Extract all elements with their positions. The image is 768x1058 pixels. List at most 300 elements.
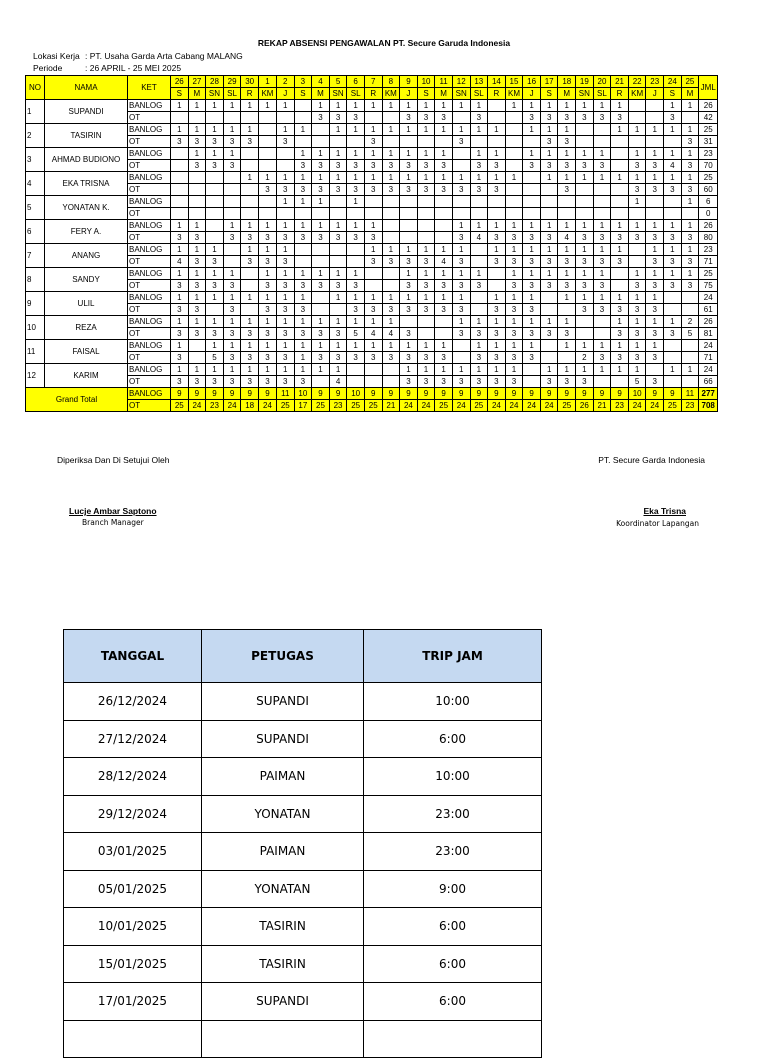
ot-cell: [329, 256, 347, 268]
header-day: KM: [628, 88, 646, 100]
ot-cell: 3: [505, 376, 523, 388]
ot-cell: 3: [611, 232, 629, 244]
header-date: 14: [488, 76, 506, 88]
header-date: 10: [417, 76, 435, 88]
banlog-cell: 1: [241, 124, 259, 136]
ot-cell: [329, 136, 347, 148]
ot-cell: [382, 112, 400, 124]
ot-cell: [382, 208, 400, 220]
ot-total: 0: [699, 208, 718, 220]
ot-cell: 3: [417, 352, 435, 364]
ot-cell: 3: [593, 112, 611, 124]
ot-cell: [417, 136, 435, 148]
table-row: [26, 208, 718, 220]
ot-cell: 4: [382, 328, 400, 340]
banlog-cell: 1: [505, 292, 523, 304]
banlog-cell: 1: [417, 124, 435, 136]
banlog-cell: 1: [576, 340, 594, 352]
banlog-cell: 1: [294, 292, 312, 304]
header-day: SL: [347, 88, 365, 100]
row-no: 1: [26, 100, 45, 124]
ot-cell: 3: [400, 280, 418, 292]
ot-cell: 3: [258, 352, 276, 364]
banlog-cell: 1: [188, 148, 206, 160]
ot-cell: [664, 304, 682, 316]
grand-ket-banlog: BANLOG: [128, 388, 171, 400]
ot-cell: [188, 352, 206, 364]
banlog-cell: 1: [435, 268, 453, 280]
ot-cell: 3: [364, 136, 382, 148]
coordinator-role: Koordinator Lapangan: [616, 519, 699, 528]
banlog-cell: 1: [364, 316, 382, 328]
banlog-cell: [294, 244, 312, 256]
ot-cell: [171, 112, 189, 124]
banlog-cell: 1: [417, 148, 435, 160]
grand-ot-cell: 25: [470, 400, 488, 412]
banlog-cell: 1: [382, 124, 400, 136]
banlog-cell: 1: [664, 172, 682, 184]
ot-total: 71: [699, 256, 718, 268]
banlog-cell: 1: [628, 172, 646, 184]
ot-cell: 3: [382, 160, 400, 172]
banlog-cell: [312, 292, 330, 304]
banlog-cell: 1: [171, 292, 189, 304]
banlog-cell: 1: [329, 292, 347, 304]
banlog-cell: 1: [681, 196, 699, 208]
period-label: Periode: [33, 63, 63, 73]
trip-header-cell: PETUGAS: [202, 630, 364, 683]
ot-cell: [593, 136, 611, 148]
ot-cell: 3: [347, 280, 365, 292]
table-row: [26, 160, 718, 172]
banlog-cell: 1: [628, 364, 646, 376]
banlog-cell: 1: [276, 316, 294, 328]
ot-cell: 3: [646, 184, 664, 196]
banlog-cell: 1: [276, 172, 294, 184]
banlog-cell: 1: [681, 268, 699, 280]
banlog-cell: 1: [241, 220, 259, 232]
banlog-cell: 1: [276, 220, 294, 232]
ot-cell: 3: [611, 328, 629, 340]
table-row: [26, 232, 718, 244]
banlog-cell: 1: [611, 244, 629, 256]
ot-cell: [241, 112, 259, 124]
grand-ot-cell: 24: [646, 400, 664, 412]
ot-cell: [576, 136, 594, 148]
header-date: 22: [628, 76, 646, 88]
header-date: 7: [364, 76, 382, 88]
ot-cell: 3: [258, 232, 276, 244]
banlog-cell: [628, 244, 646, 256]
ot-cell: 3: [593, 160, 611, 172]
banlog-cell: 1: [312, 316, 330, 328]
banlog-cell: 1: [294, 172, 312, 184]
row-name: SUPANDI: [45, 100, 128, 124]
banlog-cell: [171, 148, 189, 160]
grand-banlog-cell: 9: [664, 388, 682, 400]
ot-cell: 3: [241, 232, 259, 244]
ot-cell: 3: [540, 376, 558, 388]
ot-cell: [206, 112, 224, 124]
trip-time: 6:00: [364, 945, 542, 983]
header-day: S: [171, 88, 189, 100]
banlog-cell: 1: [576, 148, 594, 160]
banlog-cell: 1: [364, 220, 382, 232]
row-ket-banlog: BANLOG: [128, 124, 171, 136]
banlog-cell: 1: [417, 268, 435, 280]
ot-cell: 3: [611, 256, 629, 268]
ot-cell: [452, 208, 470, 220]
banlog-cell: 1: [312, 268, 330, 280]
banlog-cell: 1: [417, 340, 435, 352]
ot-cell: [400, 232, 418, 244]
ot-cell: 3: [276, 136, 294, 148]
grand-ot-cell: 25: [276, 400, 294, 412]
ot-cell: 3: [558, 184, 576, 196]
ot-cell: 5: [347, 328, 365, 340]
banlog-cell: 1: [347, 268, 365, 280]
banlog-cell: 1: [294, 148, 312, 160]
grand-ot-cell: 21: [593, 400, 611, 412]
banlog-cell: 1: [188, 124, 206, 136]
ot-cell: 3: [664, 256, 682, 268]
banlog-total: 26: [699, 100, 718, 112]
grand-ot-cell: 24: [628, 400, 646, 412]
ot-cell: 3: [400, 328, 418, 340]
header-day: KM: [505, 88, 523, 100]
banlog-cell: 1: [417, 364, 435, 376]
banlog-cell: 2: [681, 316, 699, 328]
banlog-cell: 1: [681, 148, 699, 160]
ot-cell: 3: [540, 232, 558, 244]
trip-row: [64, 795, 542, 833]
banlog-cell: 1: [470, 100, 488, 112]
row-ket-banlog: BANLOG: [128, 244, 171, 256]
grand-ot-cell: 25: [347, 400, 365, 412]
header-date: 11: [435, 76, 453, 88]
ot-cell: 3: [223, 352, 241, 364]
ot-cell: 3: [576, 112, 594, 124]
ot-cell: [312, 256, 330, 268]
ot-cell: 4: [329, 376, 347, 388]
banlog-cell: 1: [523, 268, 541, 280]
banlog-cell: 1: [223, 268, 241, 280]
banlog-cell: 1: [312, 148, 330, 160]
trip-header-cell: TANGGAL: [64, 630, 202, 683]
ot-total: 31: [699, 136, 718, 148]
banlog-cell: 1: [312, 100, 330, 112]
banlog-cell: [470, 244, 488, 256]
ot-cell: 3: [523, 304, 541, 316]
banlog-cell: 1: [523, 316, 541, 328]
grand-banlog-cell: 9: [593, 388, 611, 400]
row-no: 10: [26, 316, 45, 340]
banlog-cell: 1: [276, 124, 294, 136]
row-ket-ot: OT: [128, 280, 171, 292]
banlog-cell: 1: [347, 124, 365, 136]
ot-cell: 3: [452, 232, 470, 244]
ot-cell: 3: [540, 256, 558, 268]
ot-cell: [417, 208, 435, 220]
header-date: 19: [576, 76, 594, 88]
banlog-cell: 1: [540, 364, 558, 376]
ot-cell: 3: [558, 112, 576, 124]
banlog-cell: 1: [540, 172, 558, 184]
ot-cell: 3: [347, 232, 365, 244]
ot-cell: 3: [400, 256, 418, 268]
ot-cell: [241, 208, 259, 220]
banlog-cell: 1: [681, 124, 699, 136]
banlog-cell: 1: [329, 100, 347, 112]
ot-cell: 3: [646, 328, 664, 340]
ot-cell: [382, 136, 400, 148]
ot-cell: 3: [576, 304, 594, 316]
table-row: [26, 292, 718, 304]
banlog-cell: [611, 148, 629, 160]
ot-cell: 3: [188, 304, 206, 316]
trip-date: 03/01/2025: [64, 833, 202, 871]
ot-cell: 3: [400, 160, 418, 172]
header-day: M: [435, 88, 453, 100]
grand-banlog-cell: 9: [400, 388, 418, 400]
banlog-cell: [681, 292, 699, 304]
banlog-cell: 1: [276, 364, 294, 376]
ot-cell: [558, 352, 576, 364]
banlog-cell: [417, 316, 435, 328]
header-date: 23: [646, 76, 664, 88]
banlog-cell: [312, 244, 330, 256]
banlog-cell: 1: [628, 316, 646, 328]
banlog-cell: 1: [382, 100, 400, 112]
banlog-cell: 1: [611, 292, 629, 304]
banlog-cell: 1: [258, 292, 276, 304]
banlog-cell: 1: [223, 220, 241, 232]
banlog-cell: 1: [329, 364, 347, 376]
ot-cell: [294, 136, 312, 148]
row-name: ULIL: [45, 292, 128, 316]
banlog-cell: [488, 268, 506, 280]
ot-cell: 3: [646, 232, 664, 244]
ot-cell: 3: [540, 136, 558, 148]
ot-cell: 3: [628, 280, 646, 292]
ot-cell: 3: [312, 232, 330, 244]
banlog-cell: [664, 292, 682, 304]
ot-cell: 3: [276, 328, 294, 340]
ot-cell: [576, 208, 594, 220]
banlog-cell: 1: [241, 340, 259, 352]
banlog-cell: [488, 196, 506, 208]
ot-cell: 3: [452, 328, 470, 340]
trip-officer: PAIMAN: [202, 833, 364, 871]
banlog-cell: 1: [206, 268, 224, 280]
ot-cell: 3: [223, 232, 241, 244]
ot-cell: 3: [452, 280, 470, 292]
ot-cell: 3: [241, 328, 259, 340]
grand-banlog-cell: 9: [576, 388, 594, 400]
table-row: [26, 280, 718, 292]
banlog-cell: 1: [558, 244, 576, 256]
banlog-cell: 1: [241, 100, 259, 112]
header-day: SN: [206, 88, 224, 100]
ot-cell: 3: [523, 232, 541, 244]
ot-cell: 3: [646, 352, 664, 364]
banlog-cell: 1: [558, 100, 576, 112]
ot-cell: 3: [558, 328, 576, 340]
banlog-cell: [505, 148, 523, 160]
banlog-cell: 1: [664, 100, 682, 112]
row-ket-ot: OT: [128, 256, 171, 268]
banlog-cell: 1: [593, 268, 611, 280]
banlog-cell: 1: [628, 196, 646, 208]
ot-cell: 3: [276, 256, 294, 268]
banlog-cell: 1: [276, 100, 294, 112]
table-row: [26, 364, 718, 376]
header-date: 5: [329, 76, 347, 88]
banlog-cell: [364, 364, 382, 376]
table-row: [26, 244, 718, 256]
ot-cell: 3: [593, 352, 611, 364]
banlog-cell: [435, 196, 453, 208]
ot-cell: 3: [452, 184, 470, 196]
header-day: SL: [223, 88, 241, 100]
ot-cell: 3: [417, 160, 435, 172]
row-no: 4: [26, 172, 45, 196]
grand-banlog-cell: 9: [452, 388, 470, 400]
banlog-cell: 1: [276, 244, 294, 256]
ot-cell: 3: [470, 160, 488, 172]
ot-cell: [329, 304, 347, 316]
banlog-cell: 1: [576, 172, 594, 184]
banlog-cell: 1: [223, 340, 241, 352]
banlog-cell: 1: [294, 124, 312, 136]
trip-time: 6:00: [364, 908, 542, 946]
header-date: 15: [505, 76, 523, 88]
row-name: SANDY: [45, 268, 128, 292]
ot-cell: 3: [400, 112, 418, 124]
banlog-total: 25: [699, 172, 718, 184]
banlog-cell: [329, 196, 347, 208]
table-row: [26, 112, 718, 124]
banlog-cell: 1: [171, 220, 189, 232]
banlog-cell: 1: [488, 340, 506, 352]
banlog-cell: 1: [347, 340, 365, 352]
ot-cell: 3: [435, 160, 453, 172]
banlog-total: 25: [699, 268, 718, 280]
ot-cell: [435, 232, 453, 244]
trip-row: [64, 683, 542, 721]
ot-cell: 3: [206, 280, 224, 292]
approval-caption: Diperiksa Dan Di Setujui Oleh: [57, 455, 170, 465]
banlog-cell: 1: [664, 268, 682, 280]
ot-cell: [681, 376, 699, 388]
banlog-cell: 1: [382, 292, 400, 304]
banlog-cell: 1: [540, 244, 558, 256]
ot-cell: [540, 184, 558, 196]
ot-cell: 3: [312, 184, 330, 196]
ot-cell: 3: [364, 304, 382, 316]
ot-cell: 3: [505, 280, 523, 292]
banlog-cell: 1: [576, 268, 594, 280]
trip-time: 6:00: [364, 720, 542, 758]
row-ket-banlog: BANLOG: [128, 316, 171, 328]
banlog-cell: 1: [171, 364, 189, 376]
ot-cell: 3: [628, 352, 646, 364]
ot-cell: 3: [593, 256, 611, 268]
banlog-cell: [188, 172, 206, 184]
ot-cell: [505, 184, 523, 196]
row-no: 5: [26, 196, 45, 220]
banlog-cell: 1: [593, 220, 611, 232]
grand-banlog-cell: 9: [258, 388, 276, 400]
ot-total: 42: [699, 112, 718, 124]
ot-cell: [382, 232, 400, 244]
trip-date: 29/12/2024: [64, 795, 202, 833]
ot-cell: [576, 184, 594, 196]
row-no: 2: [26, 124, 45, 148]
ot-cell: 3: [382, 256, 400, 268]
ot-cell: 3: [329, 112, 347, 124]
ot-cell: 3: [400, 376, 418, 388]
banlog-cell: [646, 196, 664, 208]
row-no: 11: [26, 340, 45, 364]
header-date: 1: [258, 76, 276, 88]
ot-cell: [523, 208, 541, 220]
banlog-cell: 1: [364, 340, 382, 352]
ot-cell: [171, 208, 189, 220]
ot-cell: 3: [646, 376, 664, 388]
banlog-cell: 1: [382, 340, 400, 352]
row-name: YONATAN K.: [45, 196, 128, 220]
banlog-total: 24: [699, 292, 718, 304]
banlog-cell: [452, 148, 470, 160]
banlog-cell: 1: [488, 148, 506, 160]
ot-cell: 3: [223, 136, 241, 148]
trip-officer: [202, 1020, 364, 1058]
ot-cell: [294, 112, 312, 124]
ot-cell: 3: [223, 376, 241, 388]
ot-cell: [558, 304, 576, 316]
banlog-cell: 1: [400, 340, 418, 352]
banlog-cell: 1: [664, 244, 682, 256]
ot-cell: 3: [593, 232, 611, 244]
banlog-cell: 1: [241, 172, 259, 184]
banlog-cell: 1: [258, 364, 276, 376]
banlog-cell: [276, 148, 294, 160]
banlog-cell: [241, 196, 259, 208]
ot-cell: 3: [171, 352, 189, 364]
ot-cell: 3: [171, 304, 189, 316]
ot-cell: 3: [258, 328, 276, 340]
banlog-cell: 1: [681, 172, 699, 184]
ot-cell: [258, 112, 276, 124]
ot-cell: 3: [540, 280, 558, 292]
ot-cell: [470, 256, 488, 268]
banlog-cell: [241, 268, 259, 280]
ot-total: 60: [699, 184, 718, 196]
trip-row: [64, 908, 542, 946]
banlog-cell: 1: [646, 292, 664, 304]
banlog-cell: 1: [241, 292, 259, 304]
header-date: 27: [188, 76, 206, 88]
ot-cell: 3: [276, 280, 294, 292]
banlog-cell: 1: [241, 244, 259, 256]
ot-cell: [435, 136, 453, 148]
banlog-cell: 1: [312, 364, 330, 376]
row-ket-ot: OT: [128, 232, 171, 244]
row-name: EKA TRISNA: [45, 172, 128, 196]
coordinator-name: Eka Trisna: [643, 506, 686, 516]
ot-cell: 3: [312, 328, 330, 340]
